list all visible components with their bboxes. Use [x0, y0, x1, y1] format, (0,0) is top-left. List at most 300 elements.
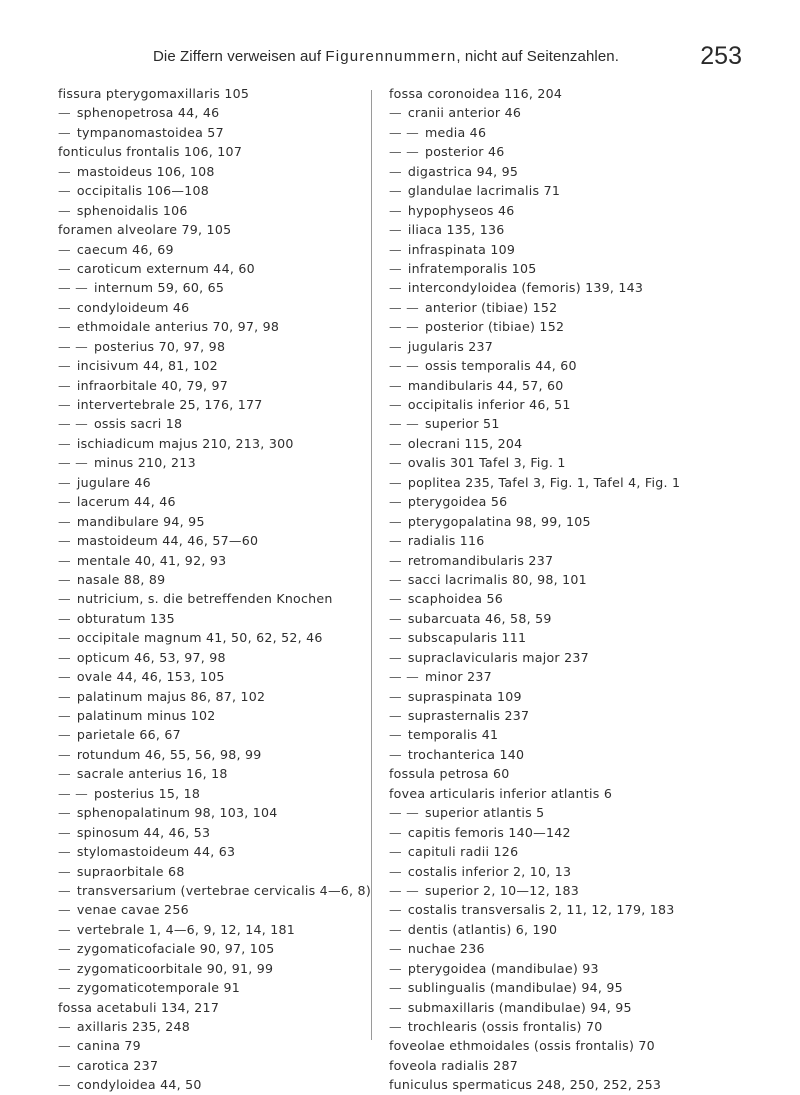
index-subentry [389, 842, 769, 861]
index-subentry [389, 687, 769, 706]
index-subentry [389, 628, 769, 647]
index-entry-text: ovalis 301 Tafel 3, Fig. 1 [407, 455, 566, 471]
index-entry-text: superior atlantis 5 [424, 805, 545, 821]
continuation-dash [58, 259, 77, 278]
continuation-dash [58, 667, 77, 686]
index-entry [58, 220, 358, 239]
index-subentry [389, 570, 769, 589]
index-entry-text: axillaris 235, 248 [76, 1019, 191, 1034]
index-subentry [58, 648, 358, 667]
continuation-dash [389, 201, 408, 220]
index-entry-text: lacerum 44, 46 [76, 494, 176, 510]
index-subentry [58, 123, 358, 142]
index-entry-text: sacrale anterius 16, 18 [76, 766, 228, 782]
index-entry-text: venae cavae 256 [76, 902, 189, 918]
index-subentry [389, 512, 769, 531]
index-entry-text: posterior 46 [424, 144, 505, 160]
index-subentry [389, 725, 769, 744]
index-entry-text: anterior (tibiae) 152 [424, 299, 558, 315]
index-entry-text: zygomaticotemporale 91 [76, 980, 240, 996]
index-subentry [58, 589, 358, 608]
index-entry-text: spinosum 44, 46, 53 [76, 824, 211, 840]
continuation-dash [389, 628, 408, 647]
index-entry-text: infraspinata 109 [407, 241, 516, 257]
index-subentry [389, 473, 769, 492]
continuation-dash [389, 570, 408, 589]
index-entry-text: funiculus spermaticus 248, 250, 252, 253 [389, 1077, 662, 1093]
index-subentry [58, 881, 371, 900]
index-subentry [58, 492, 358, 511]
index-entry-text: olecrani 115, 204 [407, 435, 523, 451]
continuation-dash [389, 998, 408, 1017]
index-subentry [389, 142, 769, 161]
index-entry-text: capituli radii 126 [407, 844, 519, 860]
continuation-dash [389, 862, 408, 881]
index-entry-text: fossa coronoidea 116, 204 [389, 86, 563, 101]
continuation-dash [389, 220, 408, 239]
index-entry-text: trochlearis (ossis frontalis) 70 [407, 1019, 603, 1034]
index-subentry [58, 978, 358, 997]
index-subentry [389, 531, 769, 550]
page-number: 253 [700, 42, 742, 70]
index-subentry [389, 667, 769, 686]
continuation-dash [389, 162, 408, 181]
index-entry-text: mastoideum 44, 46, 57—60 [76, 533, 259, 549]
continuation-dash [389, 395, 408, 414]
continuation-dash [58, 687, 77, 706]
index-entry-text: foveolae ethmoidales (ossis frontalis) 70 [389, 1038, 655, 1054]
index-entry-text: retromandibularis 237 [407, 552, 554, 568]
index-entry-text: mentale 40, 41, 92, 93 [76, 552, 227, 568]
continuation-dash [389, 278, 408, 297]
index-subentry [389, 356, 769, 375]
index-subentry [58, 764, 358, 783]
index-entry-text: condyloidea 44, 50 [76, 1077, 202, 1093]
index-subentry [389, 998, 769, 1017]
continuation-dash [58, 512, 77, 531]
continuation-dash [58, 414, 94, 433]
continuation-dash [389, 492, 408, 511]
running-head-pre: Die Ziffern verweisen auf [152, 48, 326, 65]
index-subentry [58, 317, 358, 336]
index-entry-text: hypophyseos 46 [407, 202, 515, 218]
index-subentry [58, 531, 358, 550]
index-entry-text: infratemporalis 105 [407, 260, 537, 276]
index-entry-text: stylomastoideum 44, 63 [76, 844, 236, 860]
index-column-left [58, 84, 371, 1095]
index-column-right [389, 84, 769, 1095]
index-entry-text: transversarium (vertebrae cervicalis 4—6, 8) [76, 882, 371, 898]
index-subentry [389, 939, 769, 958]
index-entry-text: caroticum externum 44, 60 [76, 260, 255, 276]
continuation-dash [58, 842, 77, 861]
index-entry-text: supraspinata 109 [407, 688, 522, 704]
continuation-dash [389, 725, 408, 744]
continuation-dash [58, 1017, 77, 1036]
continuation-dash [389, 589, 408, 608]
index-subentry [58, 725, 358, 744]
index-subentry [389, 337, 769, 356]
index-entry-text: tympanomastoidea 57 [76, 124, 224, 140]
index-entry-text: sphenoidalis 106 [76, 202, 188, 218]
index-entry-text: obturatum 135 [76, 610, 175, 626]
continuation-dash [58, 648, 77, 667]
index-subentry [58, 939, 358, 958]
index-entry-text: subarcuata 46, 58, 59 [407, 610, 552, 626]
index-entry-text: zygomaticofaciale 90, 97, 105 [76, 941, 275, 957]
index-subentry [389, 920, 769, 939]
index-subentry [58, 162, 358, 181]
index-subentry [389, 803, 769, 822]
index-subentry [58, 1017, 358, 1036]
continuation-dash [389, 648, 408, 667]
index-entry-text: fissura pterygomaxillaris 105 [58, 86, 250, 101]
index-subentry [58, 181, 358, 200]
continuation-dash [389, 376, 408, 395]
index-subentry [389, 823, 769, 842]
index-entry-text: pterygopalatina 98, 99, 105 [407, 513, 591, 529]
continuation-dash [58, 706, 77, 725]
index-entry-text: ischiadicum majus 210, 213, 300 [76, 435, 294, 451]
index-entry-text: sublingualis (mandibulae) 94, 95 [407, 980, 623, 996]
continuation-dash [389, 181, 408, 200]
continuation-dash [389, 609, 408, 628]
index-entry [389, 1075, 769, 1094]
continuation-dash [58, 862, 77, 881]
index-subentry [389, 220, 769, 239]
index-entry-text: ossis temporalis 44, 60 [424, 358, 577, 374]
index-subentry [389, 492, 769, 511]
continuation-dash [58, 959, 77, 978]
continuation-dash [58, 201, 77, 220]
index-entry-text: pterygoidea (mandibulae) 93 [407, 960, 599, 976]
index-entry-text: digastrica 94, 95 [407, 163, 519, 179]
continuation-dash [58, 162, 77, 181]
index-subentry [58, 609, 358, 628]
index-entry-text: fossula petrosa 60 [389, 766, 510, 782]
index-subentry [58, 551, 358, 570]
index-subentry [389, 900, 769, 919]
index-subentry [58, 920, 358, 939]
continuation-dash [58, 939, 77, 958]
continuation-dash [58, 803, 77, 822]
index-subentry [58, 1075, 358, 1094]
index-subentry [389, 434, 769, 453]
index-subentry [389, 395, 769, 414]
index-subentry [389, 706, 769, 725]
index-subentry [58, 512, 358, 531]
index-subentry [58, 103, 358, 122]
index-subentry [58, 376, 358, 395]
continuation-dash [58, 123, 77, 142]
index-subentry [58, 842, 358, 861]
index-entry-text: subscapularis 111 [407, 630, 527, 646]
continuation-dash [58, 725, 77, 744]
index-subentry [389, 201, 769, 220]
index-entry-text: occipitalis 106—108 [76, 183, 210, 199]
index-entry-text: temporalis 41 [407, 727, 499, 743]
index-entry [389, 784, 769, 803]
index-entry-text: caecum 46, 69 [76, 241, 174, 257]
index-subentry [58, 570, 358, 589]
index-subentry [58, 337, 358, 356]
index-entry-text: posterius 70, 97, 98 [93, 338, 226, 354]
index-subentry [389, 298, 769, 317]
index-entry-text: palatinum minus 102 [76, 708, 216, 723]
index-subentry [58, 706, 358, 725]
index-subentry [58, 1056, 358, 1075]
index-entry-text: suprasternalis 237 [407, 708, 530, 723]
index-entry-text: fonticulus frontalis 106, 107 [58, 144, 243, 160]
index-subentry [389, 589, 769, 608]
index-entry-text: trochanterica 140 [407, 746, 525, 762]
continuation-dash [58, 900, 77, 919]
continuation-dash [389, 356, 425, 375]
continuation-dash [58, 240, 77, 259]
continuation-dash [389, 842, 408, 861]
continuation-dash [389, 434, 408, 453]
continuation-dash [58, 1075, 77, 1094]
index-entry-text: parietale 66, 67 [76, 727, 181, 743]
index-entry-text: ovale 44, 46, 153, 105 [76, 669, 225, 685]
index-subentry [58, 453, 358, 472]
index-subentry [389, 609, 769, 628]
running-head [59, 48, 619, 65]
continuation-dash [389, 123, 425, 142]
index-entry-text: posterior (tibiae) 152 [424, 319, 565, 335]
continuation-dash [58, 609, 77, 628]
index-entry-text: intervertebrale 25, 176, 177 [76, 397, 263, 412]
continuation-dash [58, 978, 77, 997]
continuation-dash [58, 337, 94, 356]
index-subentry [58, 395, 358, 414]
continuation-dash [389, 473, 408, 492]
index-entry-text: nuchae 236 [407, 941, 485, 957]
continuation-dash [389, 667, 425, 686]
continuation-dash [389, 745, 408, 764]
index-entry-text: fovea articularis inferior atlantis 6 [389, 785, 613, 801]
index-subentry [58, 628, 358, 647]
index-entry-text: internum 59, 60, 65 [93, 280, 225, 296]
continuation-dash [58, 628, 77, 647]
index-subentry [389, 959, 769, 978]
index-subentry [389, 414, 769, 433]
index-entry-text: condyloideum 46 [76, 299, 190, 315]
index-subentry [389, 551, 769, 570]
index-entry [58, 142, 358, 161]
index-subentry [58, 667, 358, 686]
index-entry-text: incisivum 44, 81, 102 [76, 358, 218, 374]
index-entry-text: radialis 116 [407, 533, 485, 549]
index-subentry [58, 356, 358, 375]
continuation-dash [389, 823, 408, 842]
continuation-dash [58, 570, 77, 589]
index-entry [389, 84, 769, 103]
index-entry-text: foveola radialis 287 [389, 1057, 518, 1073]
index-entry-text: cranii anterior 46 [407, 105, 522, 121]
index-subentry [389, 978, 769, 997]
continuation-dash [58, 103, 77, 122]
continuation-dash [58, 298, 77, 317]
continuation-dash [389, 337, 408, 356]
index-subentry [389, 648, 769, 667]
index-entry-text: occipitalis inferior 46, 51 [407, 397, 571, 412]
index-entry-text: nutricium, s. die betreffenden Knochen [76, 591, 333, 607]
index-entry-text: poplitea 235, Tafel 3, Fig. 1, Tafel 4, Fig. 1 [407, 474, 681, 490]
index-subentry [389, 123, 769, 142]
continuation-dash [389, 531, 408, 550]
index-subentry [389, 881, 769, 900]
index-entry-text: pterygoidea 56 [407, 494, 508, 510]
index-entry [58, 84, 358, 103]
continuation-dash [58, 395, 77, 414]
index-subentry [58, 259, 358, 278]
continuation-dash [58, 784, 94, 803]
index-entry-text: iliaca 135, 136 [407, 222, 505, 238]
index-entry [389, 1036, 769, 1055]
continuation-dash [58, 920, 77, 939]
index-entry-text: occipitale magnum 41, 50, 62, 52, 46 [76, 630, 323, 646]
continuation-dash [389, 881, 425, 900]
index-entry-text: minus 210, 213 [93, 455, 196, 471]
index-entry-text: costalis inferior 2, 10, 13 [407, 863, 572, 879]
continuation-dash [389, 939, 408, 958]
continuation-dash [58, 823, 77, 842]
running-head-post: , nicht auf Seitenzahlen. [456, 48, 619, 65]
index-subentry [58, 240, 358, 259]
index-subentry [58, 298, 358, 317]
index-entry-text: mandibularis 44, 57, 60 [407, 377, 564, 393]
index-subentry [389, 259, 769, 278]
continuation-dash [58, 356, 77, 375]
index-entry-text: infraorbitale 40, 79, 97 [76, 377, 229, 393]
continuation-dash [389, 900, 408, 919]
index-entry-text: mastoideus 106, 108 [76, 163, 215, 179]
index-subentry [58, 745, 358, 764]
index-entry-text: supraorbitale 68 [76, 863, 185, 879]
continuation-dash [389, 512, 408, 531]
continuation-dash [58, 589, 77, 608]
continuation-dash [58, 376, 77, 395]
continuation-dash [389, 103, 408, 122]
continuation-dash [389, 920, 408, 939]
index-entry-text: vertebrale 1, 4—6, 9, 12, 14, 181 [76, 921, 296, 937]
index-entry-text: carotica 237 [76, 1057, 159, 1073]
continuation-dash [58, 551, 77, 570]
index-subentry [58, 434, 358, 453]
index-subentry [58, 278, 358, 297]
continuation-dash [389, 298, 425, 317]
index-entry-text: scaphoidea 56 [407, 591, 503, 607]
index-subentry [389, 376, 769, 395]
index-entry-text: canina 79 [76, 1038, 141, 1054]
index-entry-text: intercondyloidea (femoris) 139, 143 [407, 280, 644, 296]
index-subentry [389, 745, 769, 764]
index-entry-text: media 46 [424, 124, 487, 140]
index-entry-text: glandulae lacrimalis 71 [407, 183, 561, 199]
index-entry-text: ossis sacri 18 [93, 416, 183, 432]
continuation-dash [58, 317, 77, 336]
continuation-dash [389, 706, 408, 725]
continuation-dash [389, 551, 408, 570]
page-header [0, 44, 800, 80]
index-subentry [389, 317, 769, 336]
index-subentry [58, 784, 358, 803]
index-subentry [389, 181, 769, 200]
continuation-dash [58, 1056, 77, 1075]
continuation-dash [58, 453, 94, 472]
index-entry-text: nasale 88, 89 [76, 571, 166, 587]
index-entry-text: sacci lacrimalis 80, 98, 101 [407, 571, 587, 587]
continuation-dash [389, 142, 425, 161]
continuation-dash [389, 414, 425, 433]
continuation-dash [58, 745, 77, 764]
index-entry-text: capitis femoris 140—142 [407, 824, 571, 840]
continuation-dash [58, 531, 77, 550]
continuation-dash [58, 278, 94, 297]
continuation-dash [389, 317, 425, 336]
index-subentry [58, 900, 358, 919]
index-subentry [58, 862, 358, 881]
continuation-dash [389, 259, 408, 278]
index-entry-text: minor 237 [424, 669, 492, 685]
continuation-dash [58, 492, 77, 511]
index-entry-text: rotundum 46, 55, 56, 98, 99 [76, 746, 262, 762]
index-entry-text: jugulare 46 [76, 474, 151, 490]
index-entry-text: palatinum majus 86, 87, 102 [76, 688, 266, 704]
index-subentry [58, 687, 358, 706]
index-subentry [389, 453, 769, 472]
continuation-dash [58, 1036, 77, 1055]
index-entry-text: sphenopetrosa 44, 46 [76, 105, 220, 121]
continuation-dash [389, 240, 408, 259]
index-entry-text: submaxillaris (mandibulae) 94, 95 [407, 999, 632, 1015]
index-subentry [389, 103, 769, 122]
index-entry-text: costalis transversalis 2, 11, 12, 179, 183 [407, 902, 675, 918]
index-subentry [58, 1036, 358, 1055]
index-entry-text: sphenopalatinum 98, 103, 104 [76, 805, 278, 821]
index-entry-text: posterius 15, 18 [93, 785, 201, 801]
index-subentry [389, 278, 769, 297]
index-subentry [58, 803, 358, 822]
index-entry-text: superior 51 [424, 416, 500, 432]
index-subentry [58, 959, 358, 978]
continuation-dash [58, 764, 77, 783]
index-entry-text: fossa acetabuli 134, 217 [58, 999, 220, 1015]
continuation-dash [58, 473, 77, 492]
index-entry-text: superior 2, 10—12, 183 [424, 882, 580, 898]
index-entry-text: zygomaticoorbitale 90, 91, 99 [76, 960, 274, 976]
index-subentry [389, 240, 769, 259]
continuation-dash [58, 881, 77, 900]
index-entry-text: mandibulare 94, 95 [76, 513, 205, 529]
index-entry-text: foramen alveolare 79, 105 [58, 222, 232, 238]
continuation-dash [389, 978, 408, 997]
continuation-dash [58, 434, 77, 453]
index-subentry [58, 414, 358, 433]
continuation-dash [389, 1017, 408, 1036]
running-head-spaced: Figurennummern [325, 48, 457, 65]
index-entry-text: jugularis 237 [407, 338, 494, 354]
index-subentry [389, 862, 769, 881]
continuation-dash [58, 181, 77, 200]
column-divider [371, 90, 372, 1040]
continuation-dash [389, 687, 408, 706]
index-subentry [58, 201, 358, 220]
index-entry-text: dentis (atlantis) 6, 190 [407, 921, 558, 937]
index-subentry [58, 473, 358, 492]
continuation-dash [389, 453, 408, 472]
